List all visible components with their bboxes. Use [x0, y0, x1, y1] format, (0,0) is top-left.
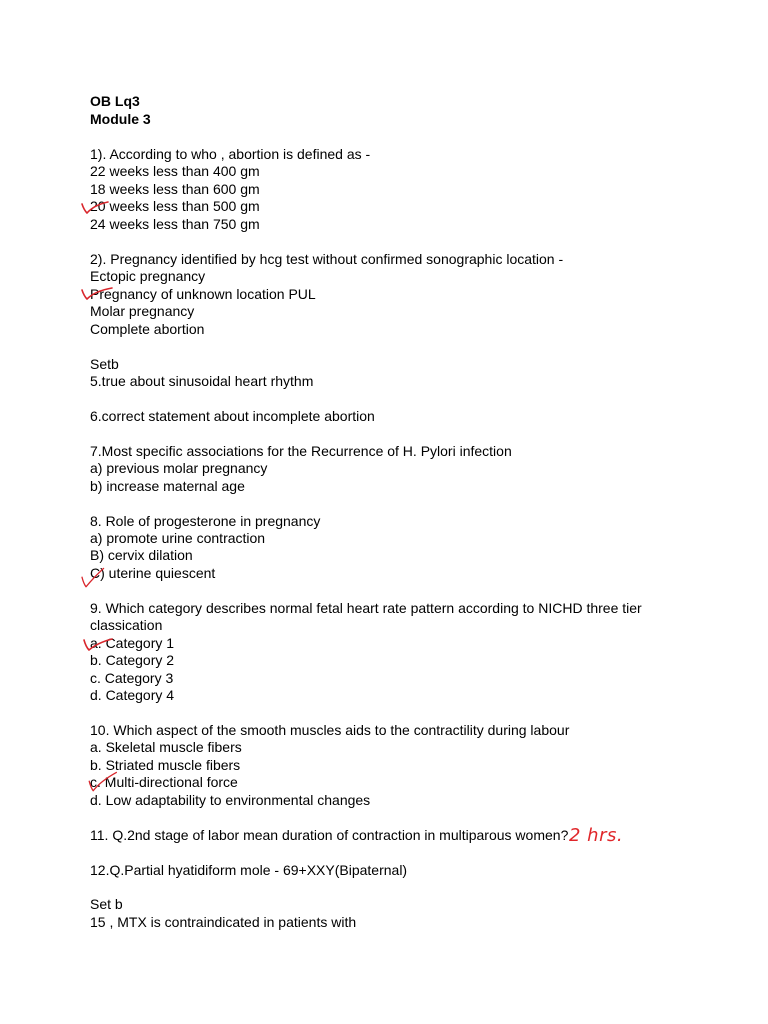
- q8-option-correct: C) uterine quiescent: [90, 565, 216, 581]
- q8-option: B) cervix dilation: [90, 547, 193, 563]
- q15-question: 15 , MTX is contraindicated in patients with: [90, 914, 357, 930]
- q10-option: b. Striated muscle fibers: [90, 757, 241, 773]
- q1-question: 1). According to who , abortion is defined as -: [90, 146, 371, 162]
- q2-option: Ectopic pregnancy: [90, 268, 206, 284]
- set-label: Setb: [90, 356, 119, 372]
- doc-title: OB Lq3: [90, 93, 140, 109]
- q1-option: 22 weeks less than 400 gm: [90, 163, 260, 179]
- q9-option: d. Category 4: [90, 687, 175, 703]
- q6-question: 6.correct statement about incomplete abortion: [90, 408, 375, 424]
- q11-question: 11. Q.2nd stage of labor mean duration of contraction in multiparous women?: [90, 827, 569, 843]
- handwritten-answer: 2 hrs.: [569, 825, 624, 846]
- q10-option-correct: c. Multi-directional force: [90, 774, 238, 790]
- q9-option: b. Category 2: [90, 652, 175, 668]
- q1-option: 24 weeks less than 750 gm: [90, 216, 260, 232]
- checkmark-icon: [80, 634, 120, 658]
- q7-question: 7.Most specific associations for the Recurrence of H. Pylori infection: [90, 443, 512, 459]
- checkmark-icon: [78, 283, 118, 307]
- q2-option: Molar pregnancy: [90, 303, 195, 319]
- q5-question: 5.true about sinusoidal heart rhythm: [90, 373, 314, 389]
- q9-option: c. Category 3: [90, 670, 174, 686]
- q10-option: a. Skeletal muscle fibers: [90, 739, 242, 755]
- q10-option: d. Low adaptability to environmental changes: [90, 792, 371, 808]
- doc-module: Module 3: [90, 111, 151, 127]
- q7-option: a) previous molar pregnancy: [90, 460, 268, 476]
- q2-option: Complete abortion: [90, 321, 205, 337]
- q1-option: 18 weeks less than 600 gm: [90, 181, 260, 197]
- q7-option: b) increase maternal age: [90, 478, 245, 494]
- q1-option-correct: 20 weeks less than 500 gm: [90, 198, 260, 214]
- q9-question: 9. Which category describes normal fetal heart rate pattern according to NICHD three tier: [90, 600, 642, 616]
- checkmark-icon: [78, 196, 118, 220]
- q8-question: 8. Role of progesterone in pregnancy: [90, 513, 321, 529]
- q12-question: 12.Q.Partial hyatidiform mole - 69+XXY(Bipaternal): [90, 862, 408, 878]
- q2-option-correct: Pregnancy of unknown location PUL: [90, 286, 316, 302]
- q8-option: a) promote urine contraction: [90, 530, 266, 546]
- q9-option-correct: a. Category 1: [90, 635, 175, 651]
- checkmark-icon: [74, 566, 114, 590]
- checkmark-icon: [82, 770, 122, 794]
- q9-question-cont: classication: [90, 617, 163, 633]
- q2-question: 2). Pregnancy identified by hcg test without confirmed sonographic location -: [90, 251, 564, 267]
- set-label: Set b: [90, 896, 123, 912]
- q10-question: 10. Which aspect of the smooth muscles aids to the contractility during labour: [90, 722, 570, 738]
